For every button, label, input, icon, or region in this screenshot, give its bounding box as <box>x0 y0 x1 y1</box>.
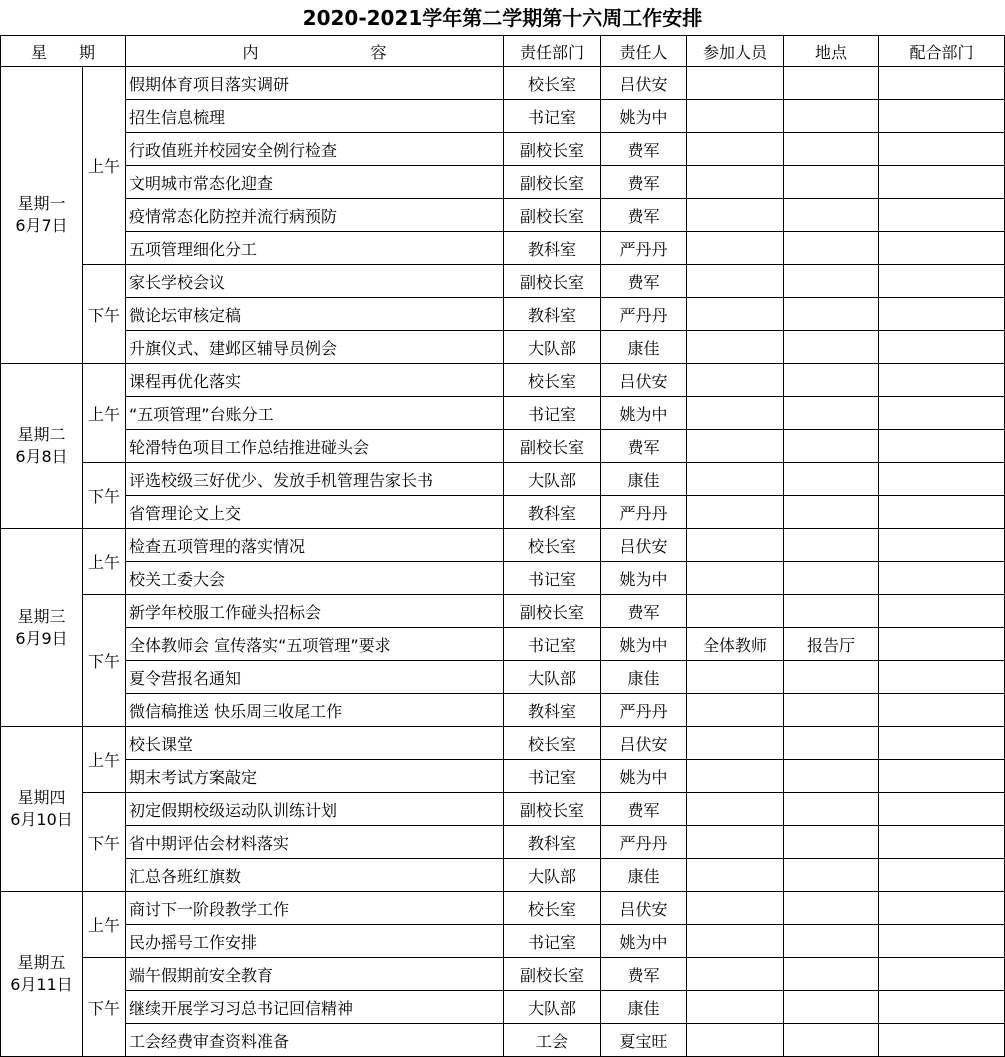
cell-person: 费军 <box>601 265 687 298</box>
cell-dept: 书记室 <box>504 925 601 958</box>
cell-cooperate <box>879 1024 1005 1057</box>
cell-cooperate <box>879 463 1005 496</box>
table-row <box>1 529 1005 562</box>
cell-cooperate <box>879 595 1005 628</box>
cell-cooperate <box>879 826 1005 859</box>
cell-dept: 教科室 <box>504 694 601 727</box>
cell-person: 康佳 <box>601 991 687 1024</box>
period-cell: 下午 <box>83 265 126 364</box>
cell-participants <box>687 67 784 100</box>
day-cell <box>1 727 83 892</box>
cell-content: 期末考试方案敲定 <box>126 760 504 793</box>
weekday-label: 星期二 <box>17 425 66 444</box>
period-cell: 上午 <box>83 529 126 595</box>
cell-participants <box>687 727 784 760</box>
cell-content: 疫情常态化防控并流行病预防 <box>126 199 504 232</box>
cell-content: 汇总各班红旗数 <box>126 859 504 892</box>
cell-person: 吕伏安 <box>601 67 687 100</box>
cell-content: 课程再优化落实 <box>126 364 504 397</box>
cell-participants <box>687 496 784 529</box>
cell-person: 吕伏安 <box>601 364 687 397</box>
cell-person: 夏宝旺 <box>601 1024 687 1057</box>
cell-dept: 副校长室 <box>504 958 601 991</box>
cell-content: 工会经费审查资料准备 <box>126 1024 504 1057</box>
cell-location <box>784 430 879 463</box>
cell-person: 康佳 <box>601 331 687 364</box>
table-row <box>1 925 1005 958</box>
cell-person: 姚为中 <box>601 397 687 430</box>
cell-dept: 书记室 <box>504 562 601 595</box>
cell-content: 省管理论文上交 <box>126 496 504 529</box>
cell-person: 吕伏安 <box>601 892 687 925</box>
cell-content: 新学年校服工作碰头招标会 <box>126 595 504 628</box>
cell-participants <box>687 397 784 430</box>
table-row <box>1 562 1005 595</box>
table-row <box>1 859 1005 892</box>
cell-cooperate <box>879 199 1005 232</box>
cell-location <box>784 859 879 892</box>
cell-person: 费军 <box>601 595 687 628</box>
table-row <box>1 793 1005 826</box>
header-dept: 责任部门 <box>504 36 601 67</box>
cell-location <box>784 694 879 727</box>
cell-participants <box>687 793 784 826</box>
day-cell <box>1 529 83 727</box>
table-row <box>1 826 1005 859</box>
cell-participants <box>687 529 784 562</box>
cell-dept: 副校长室 <box>504 166 601 199</box>
cell-person: 严丹丹 <box>601 298 687 331</box>
cell-cooperate <box>879 364 1005 397</box>
cell-participants <box>687 331 784 364</box>
cell-participants <box>687 166 784 199</box>
cell-content: 校关工委大会 <box>126 562 504 595</box>
cell-location <box>784 1024 879 1057</box>
cell-cooperate <box>879 562 1005 595</box>
header-day: 星 期 <box>1 36 126 67</box>
cell-location <box>784 496 879 529</box>
cell-location <box>784 166 879 199</box>
cell-location <box>784 67 879 100</box>
cell-location <box>784 793 879 826</box>
cell-cooperate <box>879 760 1005 793</box>
cell-location <box>784 826 879 859</box>
header-row <box>1 36 1005 67</box>
page-title: 2020-2021学年第二学期第十六周工作安排 <box>302 6 703 30</box>
cell-location <box>784 397 879 430</box>
cell-cooperate <box>879 925 1005 958</box>
cell-content: 校长课堂 <box>126 727 504 760</box>
date-label: 6月8日 <box>15 447 68 466</box>
table-row <box>1 463 1005 496</box>
cell-content: 五项管理细化分工 <box>126 232 504 265</box>
cell-dept: 书记室 <box>504 628 601 661</box>
cell-cooperate <box>879 958 1005 991</box>
cell-content: 省中期评估会材料落实 <box>126 826 504 859</box>
cell-content: 文明城市常态化迎查 <box>126 166 504 199</box>
cell-dept: 教科室 <box>504 232 601 265</box>
cell-cooperate <box>879 496 1005 529</box>
table-row <box>1 364 1005 397</box>
schedule-table <box>0 35 1005 1057</box>
cell-participants <box>687 430 784 463</box>
cell-participants <box>687 859 784 892</box>
table-row <box>1 298 1005 331</box>
cell-dept: 校长室 <box>504 364 601 397</box>
header-participants: 参加人员 <box>687 36 784 67</box>
cell-dept: 工会 <box>504 1024 601 1057</box>
cell-dept: 副校长室 <box>504 430 601 463</box>
cell-person: 姚为中 <box>601 562 687 595</box>
table-row <box>1 991 1005 1024</box>
cell-content: 评选校级三好优少、发放手机管理告家长书 <box>126 463 504 496</box>
cell-content: 微信稿推送 快乐周三收尾工作 <box>126 694 504 727</box>
cell-dept: 副校长室 <box>504 793 601 826</box>
cell-participants: 全体教师 <box>687 628 784 661</box>
cell-dept: 大队部 <box>504 331 601 364</box>
cell-participants <box>687 265 784 298</box>
cell-content: 微论坛审核定稿 <box>126 298 504 331</box>
cell-location <box>784 991 879 1024</box>
table-row <box>1 331 1005 364</box>
cell-cooperate <box>879 727 1005 760</box>
cell-cooperate <box>879 430 1005 463</box>
period-cell: 下午 <box>83 958 126 1057</box>
cell-content: 检查五项管理的落实情况 <box>126 529 504 562</box>
cell-dept: 副校长室 <box>504 265 601 298</box>
table-row <box>1 1024 1005 1057</box>
table-row <box>1 166 1005 199</box>
weekday-label: 星期一 <box>17 194 66 213</box>
cell-participants <box>687 991 784 1024</box>
cell-participants <box>687 595 784 628</box>
cell-location <box>784 892 879 925</box>
cell-cooperate <box>879 859 1005 892</box>
cell-location <box>784 925 879 958</box>
cell-dept: 书记室 <box>504 100 601 133</box>
period-cell: 上午 <box>83 892 126 958</box>
table-row <box>1 265 1005 298</box>
cell-cooperate <box>879 331 1005 364</box>
cell-person: 严丹丹 <box>601 496 687 529</box>
cell-location <box>784 958 879 991</box>
table-row <box>1 694 1005 727</box>
cell-cooperate <box>879 793 1005 826</box>
cell-dept: 大队部 <box>504 991 601 1024</box>
cell-content: 升旗仪式、建邺区辅导员例会 <box>126 331 504 364</box>
cell-participants <box>687 892 784 925</box>
cell-person: 严丹丹 <box>601 694 687 727</box>
cell-cooperate <box>879 166 1005 199</box>
cell-content: 初定假期校级运动队训练计划 <box>126 793 504 826</box>
table-row <box>1 397 1005 430</box>
cell-location <box>784 232 879 265</box>
header-cooperate: 配合部门 <box>879 36 1005 67</box>
table-row <box>1 67 1005 100</box>
cell-cooperate <box>879 100 1005 133</box>
cell-dept: 教科室 <box>504 826 601 859</box>
table-row <box>1 661 1005 694</box>
cell-dept: 教科室 <box>504 298 601 331</box>
cell-dept: 校长室 <box>504 67 601 100</box>
cell-person: 康佳 <box>601 661 687 694</box>
cell-person: 姚为中 <box>601 628 687 661</box>
table-row <box>1 760 1005 793</box>
cell-content: 假期体育项目落实调研 <box>126 67 504 100</box>
table-row <box>1 892 1005 925</box>
cell-content: 民办摇号工作安排 <box>126 925 504 958</box>
day-cell <box>1 67 83 364</box>
cell-content: 招生信息梳理 <box>126 100 504 133</box>
cell-cooperate <box>879 694 1005 727</box>
cell-person: 姚为中 <box>601 760 687 793</box>
cell-dept: 教科室 <box>504 496 601 529</box>
cell-participants <box>687 925 784 958</box>
table-row <box>1 727 1005 760</box>
cell-person: 费军 <box>601 133 687 166</box>
schedule-body <box>1 67 1005 1057</box>
cell-person: 姚为中 <box>601 100 687 133</box>
cell-dept: 校长室 <box>504 892 601 925</box>
cell-location <box>784 331 879 364</box>
cell-cooperate <box>879 892 1005 925</box>
cell-dept: 书记室 <box>504 760 601 793</box>
weekday-label: 星期三 <box>17 606 66 626</box>
cell-person: 吕伏安 <box>601 727 687 760</box>
cell-dept: 大队部 <box>504 661 601 694</box>
table-row <box>1 496 1005 529</box>
cell-location <box>784 265 879 298</box>
cell-person: 费军 <box>601 958 687 991</box>
cell-dept: 校长室 <box>504 529 601 562</box>
cell-participants <box>687 298 784 331</box>
cell-participants <box>687 661 784 694</box>
cell-participants <box>687 760 784 793</box>
cell-content: “五项管理”台账分工 <box>126 397 504 430</box>
period-cell: 上午 <box>83 727 126 793</box>
period-cell: 下午 <box>83 463 126 529</box>
cell-content: 端午假期前安全教育 <box>126 958 504 991</box>
cell-dept: 副校长室 <box>504 595 601 628</box>
cell-location <box>784 529 879 562</box>
cell-dept: 副校长室 <box>504 199 601 232</box>
period-cell: 下午 <box>83 793 126 892</box>
cell-content: 家长学校会议 <box>126 265 504 298</box>
table-row <box>1 958 1005 991</box>
cell-content: 轮滑特色项目工作总结推进碰头会 <box>126 430 504 463</box>
header-location: 地点 <box>784 36 879 67</box>
cell-person: 康佳 <box>601 859 687 892</box>
cell-participants <box>687 1024 784 1057</box>
cell-person: 康佳 <box>601 463 687 496</box>
cell-location <box>784 199 879 232</box>
cell-person: 费军 <box>601 199 687 232</box>
table-row <box>1 199 1005 232</box>
cell-content: 夏令营报名通知 <box>126 661 504 694</box>
cell-cooperate <box>879 298 1005 331</box>
date-label: 6月7日 <box>15 216 68 235</box>
cell-cooperate <box>879 529 1005 562</box>
cell-location <box>784 760 879 793</box>
cell-dept: 书记室 <box>504 397 601 430</box>
cell-participants <box>687 232 784 265</box>
cell-cooperate <box>879 628 1005 661</box>
weekday-label: 星期四 <box>17 788 66 807</box>
cell-dept: 大队部 <box>504 859 601 892</box>
cell-cooperate <box>879 133 1005 166</box>
cell-location <box>784 133 879 166</box>
date-label: 6月10日 <box>10 810 73 829</box>
period-cell: 上午 <box>83 67 126 265</box>
day-cell <box>1 892 83 1057</box>
header-content: 内 容 <box>126 36 504 67</box>
cell-person: 吕伏安 <box>601 529 687 562</box>
table-row <box>1 430 1005 463</box>
cell-content: 商讨下一阶段教学工作 <box>126 892 504 925</box>
cell-location <box>784 463 879 496</box>
period-cell: 下午 <box>83 595 126 727</box>
cell-person: 费军 <box>601 430 687 463</box>
cell-cooperate <box>879 232 1005 265</box>
cell-participants <box>687 100 784 133</box>
cell-location <box>784 364 879 397</box>
cell-cooperate <box>879 67 1005 100</box>
cell-cooperate <box>879 397 1005 430</box>
cell-cooperate <box>879 265 1005 298</box>
date-label: 6月9日 <box>15 628 68 648</box>
cell-dept: 校长室 <box>504 727 601 760</box>
cell-participants <box>687 826 784 859</box>
cell-dept: 副校长室 <box>504 133 601 166</box>
cell-person: 姚为中 <box>601 925 687 958</box>
cell-location <box>784 298 879 331</box>
period-cell: 上午 <box>83 364 126 463</box>
cell-person: 严丹丹 <box>601 826 687 859</box>
table-row <box>1 100 1005 133</box>
cell-person: 严丹丹 <box>601 232 687 265</box>
cell-cooperate <box>879 991 1005 1024</box>
cell-content: 继续开展学习习总书记回信精神 <box>126 991 504 1024</box>
day-cell <box>1 364 83 529</box>
cell-participants <box>687 133 784 166</box>
cell-participants <box>687 463 784 496</box>
header-person: 责任人 <box>601 36 687 67</box>
cell-location <box>784 562 879 595</box>
cell-location: 报告厅 <box>784 628 879 661</box>
cell-location <box>784 100 879 133</box>
table-row <box>1 133 1005 166</box>
cell-content: 全体教师会 宣传落实“五项管理”要求 <box>126 628 504 661</box>
table-row <box>1 595 1005 628</box>
cell-content: 行政值班并校园安全例行检查 <box>126 133 504 166</box>
weekday-label: 星期五 <box>17 953 66 972</box>
cell-location <box>784 727 879 760</box>
cell-person: 费军 <box>601 793 687 826</box>
cell-cooperate <box>879 661 1005 694</box>
cell-dept: 大队部 <box>504 463 601 496</box>
cell-participants <box>687 958 784 991</box>
cell-location <box>784 595 879 628</box>
table-row <box>1 628 1005 661</box>
cell-participants <box>687 364 784 397</box>
cell-person: 费军 <box>601 166 687 199</box>
cell-participants <box>687 694 784 727</box>
cell-participants <box>687 562 784 595</box>
table-row <box>1 232 1005 265</box>
cell-participants <box>687 199 784 232</box>
date-label: 6月11日 <box>10 975 73 994</box>
cell-location <box>784 661 879 694</box>
